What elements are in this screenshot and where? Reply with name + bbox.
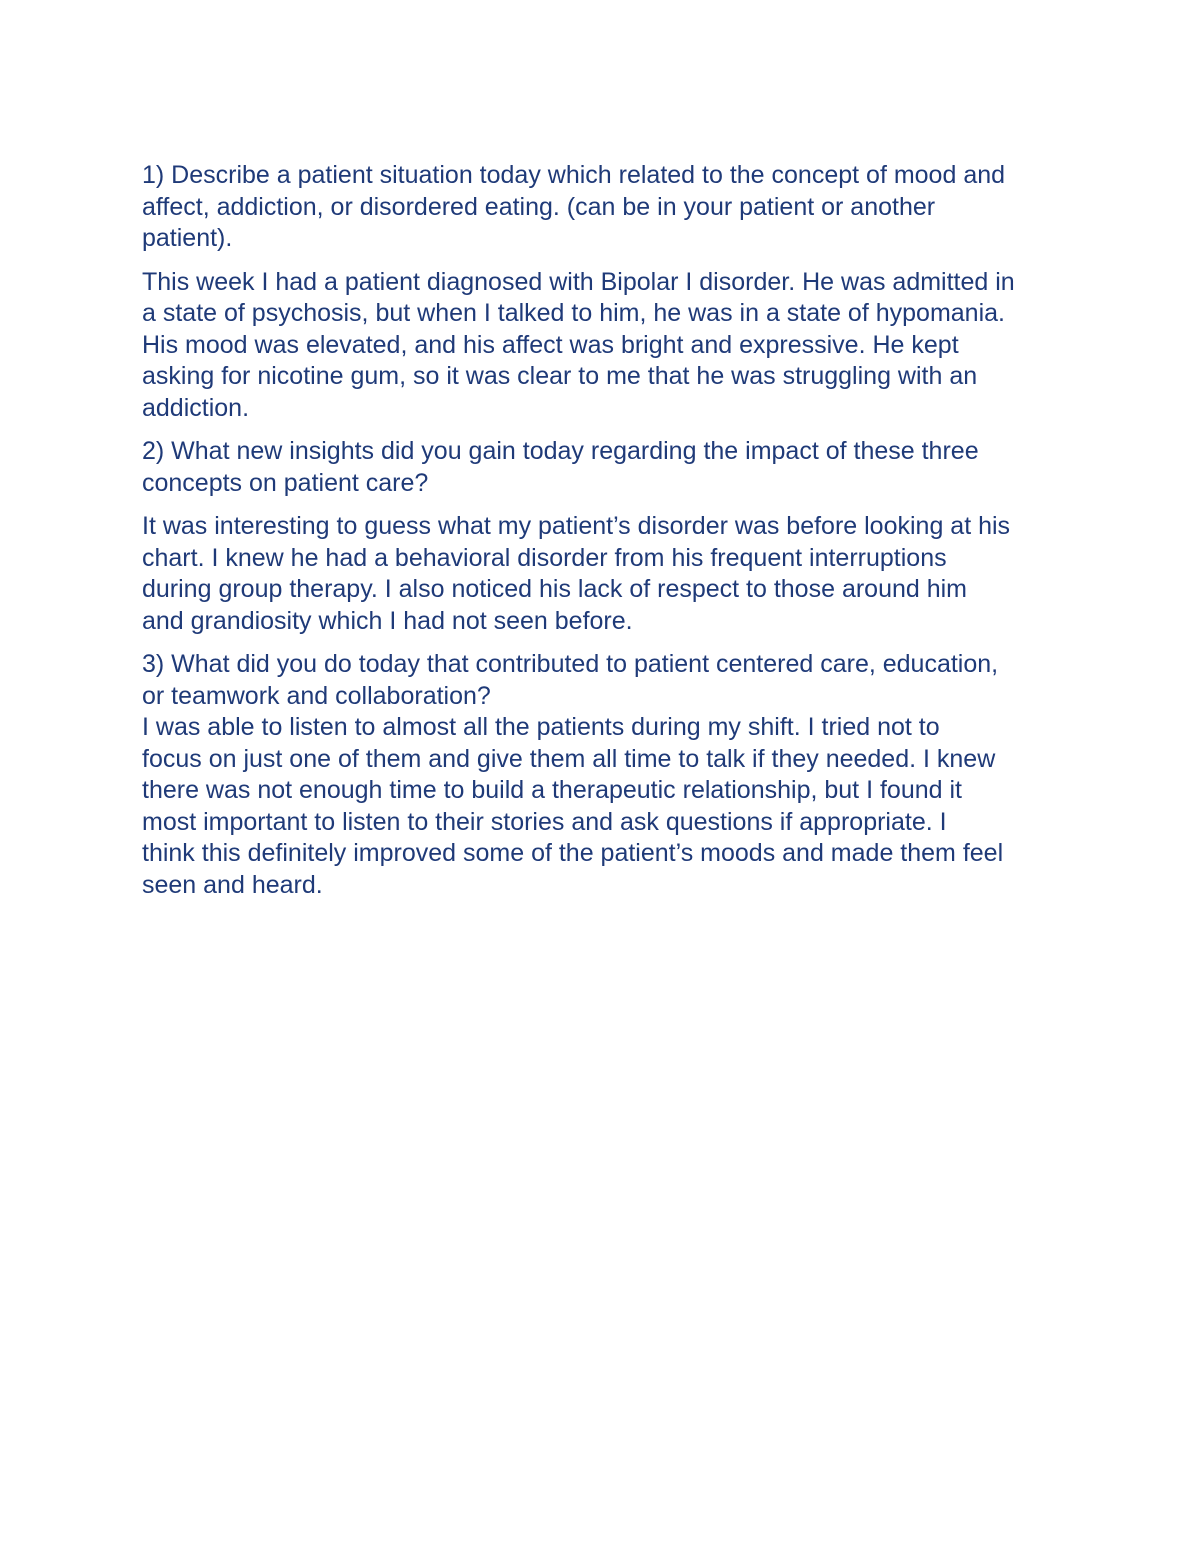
document-body [142,160,1067,901]
answer-1: This week I had a patient diagnosed with Bipolar I disorder. He was admitted in a state of psychosis, but when I talked to him, he was in a state of hypomania. His mood was elevated, and his affect was bright and expressive. He kept asking for nicotine gum, so it was clear to me that he was struggling with an addiction. [142,267,1015,422]
question-2: 2) What new insights did you gain today regarding the impact of these three concepts on patient care? [142,437,979,497]
spacer [142,255,1067,267]
answer-2: It was interesting to guess what my patient’s disorder was before looking at his chart. I knew he had a behavioral disorder from his frequent interruptions during group therapy. I also noticed his lack of respect to those around him and grandiosity which I had not seen before. [142,512,1011,635]
question-3: 3) What did you do today that contributed to patient centered care, education, or teamwork and collaboration? [142,650,999,710]
spacer [142,637,1067,649]
spacer [142,424,1067,436]
answer-3: I was able to listen to almost all the patients during my shift. I tried not to focus on just one of them and give them all time to talk if they needed. I knew there was not enough time to build a therapeutic relationship, but I found it most important to listen to their stories and ask questions if appropriate. I think this definitely improved some of the patient’s moods and made them feel seen and heard. [142,713,1004,899]
spacer [142,499,1067,511]
question-1: 1) Describe a patient situation today which related to the concept of mood and affect, addiction, or disordered eating. (can be in your patient or another patient). [142,161,1006,252]
